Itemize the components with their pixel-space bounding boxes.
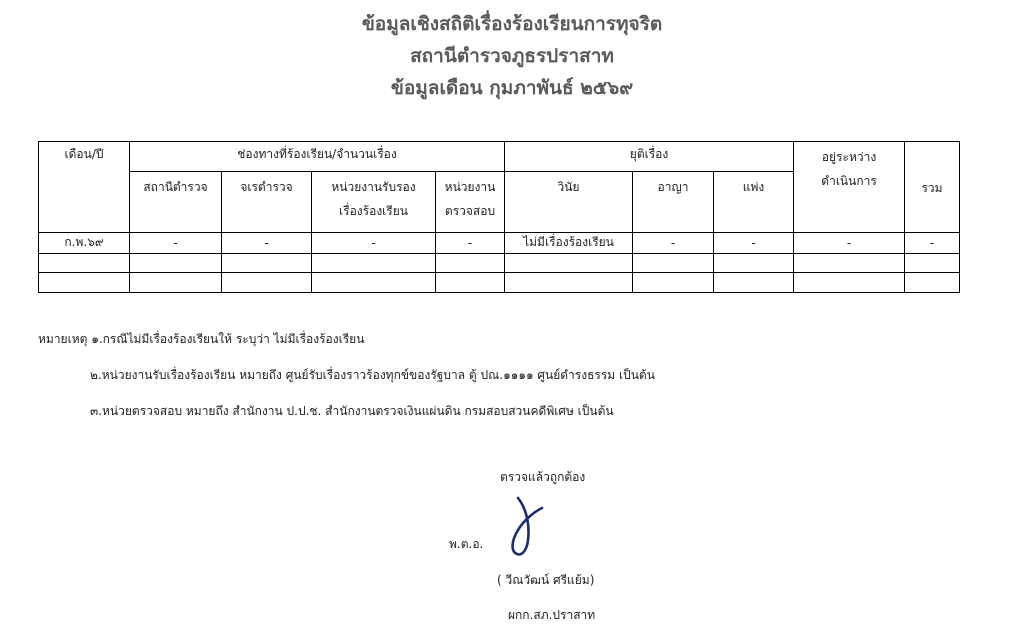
empty-cell (312, 253, 436, 273)
handwritten-signature (496, 494, 552, 560)
subheader-discipline: วินัย (505, 171, 633, 232)
empty-cell (905, 273, 960, 293)
header-in-progress-line1: อยู่ระหว่าง (821, 150, 877, 164)
subheader-criminal: อาญา (633, 171, 714, 232)
subheader-civil: แพ่ง (714, 171, 794, 232)
header-total-label: รวม (921, 181, 943, 195)
note-1: หมายเหตุ ๑.กรณีไม่มีเรื่องร้องเรียนให้ ระบุว่า ไม่มีเรื่องร้องเรียน (38, 332, 365, 346)
note-3: ๓.หน่วยตรวจสอบ หมายถึง สำนักงาน ป.ป.ช. สำนักงานตรวจเงินแผ่นดิน กรมสอบสวนคดีพิเศษ เป็นต้น (90, 404, 614, 418)
empty-cell (794, 273, 905, 293)
header-month: เดือน/ปี (39, 142, 130, 233)
header-resolved: ยุติเรื่อง (505, 142, 794, 172)
empty-cell (633, 253, 714, 273)
cell-police-station: - (130, 233, 222, 254)
cell-total: - (905, 233, 960, 254)
document-title: ข้อมูลเชิงสถิติเรื่องร้องเรียนการทุจริต (361, 13, 663, 35)
subheader-receiving-unit (312, 171, 436, 232)
table-header-row (39, 142, 960, 172)
empty-cell (436, 273, 505, 293)
document-header (0, 8, 1024, 104)
signer-rank: พ.ต.อ. (449, 537, 484, 551)
signer-position: ผกก.สภ.ปราสาท (508, 608, 596, 622)
empty-cell (130, 253, 222, 273)
cell-month: ก.พ.๖๙ (39, 233, 130, 254)
header-complaint-channels: ช่องทางที่ร้องเรียน/จำนวนเรื่อง (130, 142, 505, 172)
cell-in-progress: - (794, 233, 905, 254)
cell-audit-unit: - (436, 233, 505, 254)
cell-civil: - (714, 233, 794, 254)
subheader-receiving-unit-line1: หน่วยงานรับรอง (331, 179, 416, 194)
empty-cell (436, 253, 505, 273)
header-in-progress (794, 142, 905, 233)
empty-cell (505, 273, 633, 293)
cell-discipline: ไม่มีเรื่องร้องเรียน (505, 233, 633, 254)
header-total (905, 142, 960, 233)
empty-cell (312, 273, 436, 293)
subheader-audit-unit (436, 171, 505, 232)
table-row-empty (39, 273, 960, 293)
empty-cell (714, 273, 794, 293)
empty-cell (905, 253, 960, 273)
station-name: สถานีตำรวจภูธรปราสาท (410, 45, 614, 67)
empty-cell (794, 253, 905, 273)
cell-criminal: - (633, 233, 714, 254)
subheader-audit-unit-line2: ตรวจสอบ (444, 203, 496, 218)
table-row (39, 233, 960, 254)
data-month: ข้อมูลเดือน กุมภาพันธ์ ๒๕๖๙ (390, 77, 634, 99)
table-row-empty (39, 253, 960, 273)
empty-cell (505, 253, 633, 273)
note-2: ๒.หน่วยงานรับเรื่องร้องเรียน หมายถึง ศูนย์รับเรื่องราวร้องทุกข์ของรัฐบาล ตู้ ปณ.๑๑๑๑ ศูนย์ดำรงธรรม เป็นต้น (90, 368, 655, 382)
verified-label: ตรวจแล้วถูกต้อง (500, 470, 586, 484)
header-in-progress-line2: ดำเนินการ (821, 174, 877, 188)
subheader-police-station: สถานีตำรวจ (130, 171, 222, 232)
subheader-police-ethics: จเรตำรวจ (222, 171, 312, 232)
signer-name: ( วีณวัฒน์ ศรีแย้ม) (497, 573, 595, 587)
empty-cell (39, 253, 130, 273)
cell-receiving-unit: - (312, 233, 436, 254)
subheader-audit-unit-line1: หน่วยงาน (444, 179, 496, 194)
empty-cell (633, 273, 714, 293)
empty-cell (222, 253, 312, 273)
subheader-receiving-unit-line2: เรื่องร้องเรียน (339, 203, 408, 218)
cell-police-ethics: - (222, 233, 312, 254)
complaint-statistics-table (38, 141, 960, 293)
empty-cell (714, 253, 794, 273)
empty-cell (39, 273, 130, 293)
empty-cell (222, 273, 312, 293)
empty-cell (130, 273, 222, 293)
